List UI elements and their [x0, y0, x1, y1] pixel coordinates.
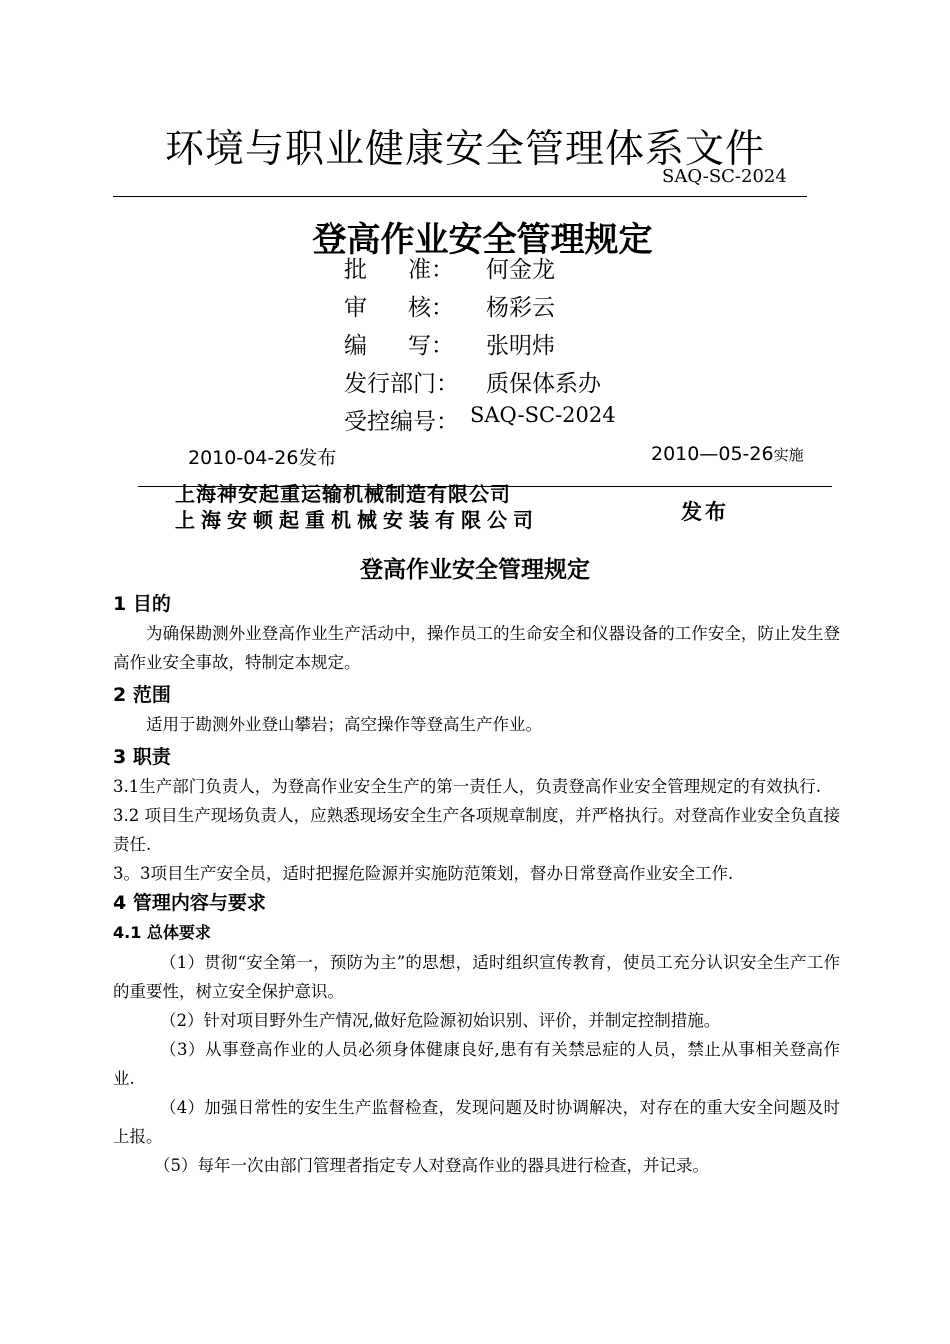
- author-row: [344, 327, 555, 360]
- company-name-1: 上海神安起重运输机械制造有限公司: [175, 482, 511, 506]
- control-number-label: 受控编号：: [344, 409, 459, 435]
- section-heading-purpose: 1 目的: [113, 593, 171, 615]
- document-code: SAQ-SC-2024: [662, 166, 787, 187]
- section-heading-scope: 2 范围: [113, 684, 171, 706]
- requirement-item: （5）每年一次由部门管理者指定专人对登高作业的器具进行检查，并记录。: [154, 1156, 709, 1175]
- publish-label: 发布: [681, 500, 729, 524]
- duty-item: 3.1生产部门负责人，为登高作业安全生产的第一责任人，负责登高作业安全管理规定的有效执行.: [113, 777, 821, 796]
- requirement-item: （2）针对项目野外生产情况,做好危险源初始识别、评价，并制定控制措施。: [160, 1011, 721, 1030]
- reviewer-row: [344, 289, 555, 322]
- scope-text: 适用于勘测外业登山攀岩；高空操作等登高生产作业。: [146, 715, 542, 734]
- reviewer-label: 审 核：: [344, 295, 454, 321]
- cover-title: 登高作业安全管理规定: [312, 220, 653, 260]
- control-number-row: [344, 403, 616, 436]
- duty-item: 3。3项目生产安全员，适时把握危险源并实施防范策划，督办日常登高作业安全工作.: [113, 864, 734, 883]
- approver-name: 何金龙: [486, 257, 555, 283]
- company-divider: [138, 486, 832, 487]
- document-body: [113, 589, 840, 1180]
- reviewer-name: 杨彩云: [486, 295, 555, 321]
- approver-label: 批 准：: [344, 257, 454, 283]
- approver-row: [344, 251, 555, 284]
- requirement-item: （1）贯彻“安全第一，预防为主”的思想，适时组织宣传教育，使员工充分认识安全生产工作的重要性，树立安全保护意识。: [113, 953, 840, 1001]
- department-label: 发行部门：: [344, 371, 459, 397]
- company-name-2: 上海安顿起重机械安装有限公司: [175, 508, 539, 532]
- duty-item: 3.2 项目生产现场负责人，应熟悉现场安全生产各项规章制度，并严格执行。对登高作业安全负直接责任.: [113, 806, 840, 854]
- body-title: 登高作业安全管理规定: [360, 557, 590, 583]
- section-heading-duties: 3 职责: [113, 746, 171, 768]
- effective-date: 2010—05-26实施: [651, 443, 804, 465]
- requirement-item: （4）加强日常性的安生生产监督检查，发现问题及时协调解决，对存在的重大安全问题及时上报。: [113, 1098, 840, 1146]
- document-system-title: 环境与职业健康安全管理体系文件: [164, 127, 765, 172]
- control-number-value: SAQ-SC-2024: [470, 403, 616, 427]
- issue-date: 2010-04-26发布: [188, 447, 337, 469]
- department-value: 质保体系办: [486, 371, 601, 397]
- section-heading-management: 4 管理内容与要求: [113, 892, 266, 914]
- department-row: [344, 365, 601, 398]
- author-label: 编 写：: [344, 333, 454, 359]
- subsection-heading-general: 4.1 总体要求: [113, 923, 211, 942]
- requirement-item: （3）从事登高作业的人员必须身体健康良好,患有有关禁忌症的人员，禁止从事相关登高作业.: [113, 1040, 840, 1088]
- header-divider: [113, 196, 807, 197]
- author-name: 张明炜: [486, 333, 555, 359]
- purpose-text: 为确保勘测外业登高作业生产活动中，操作员工的生命安全和仪器设备的工作安全，防止发生登高作业安全事故，特制定本规定。: [113, 624, 840, 672]
